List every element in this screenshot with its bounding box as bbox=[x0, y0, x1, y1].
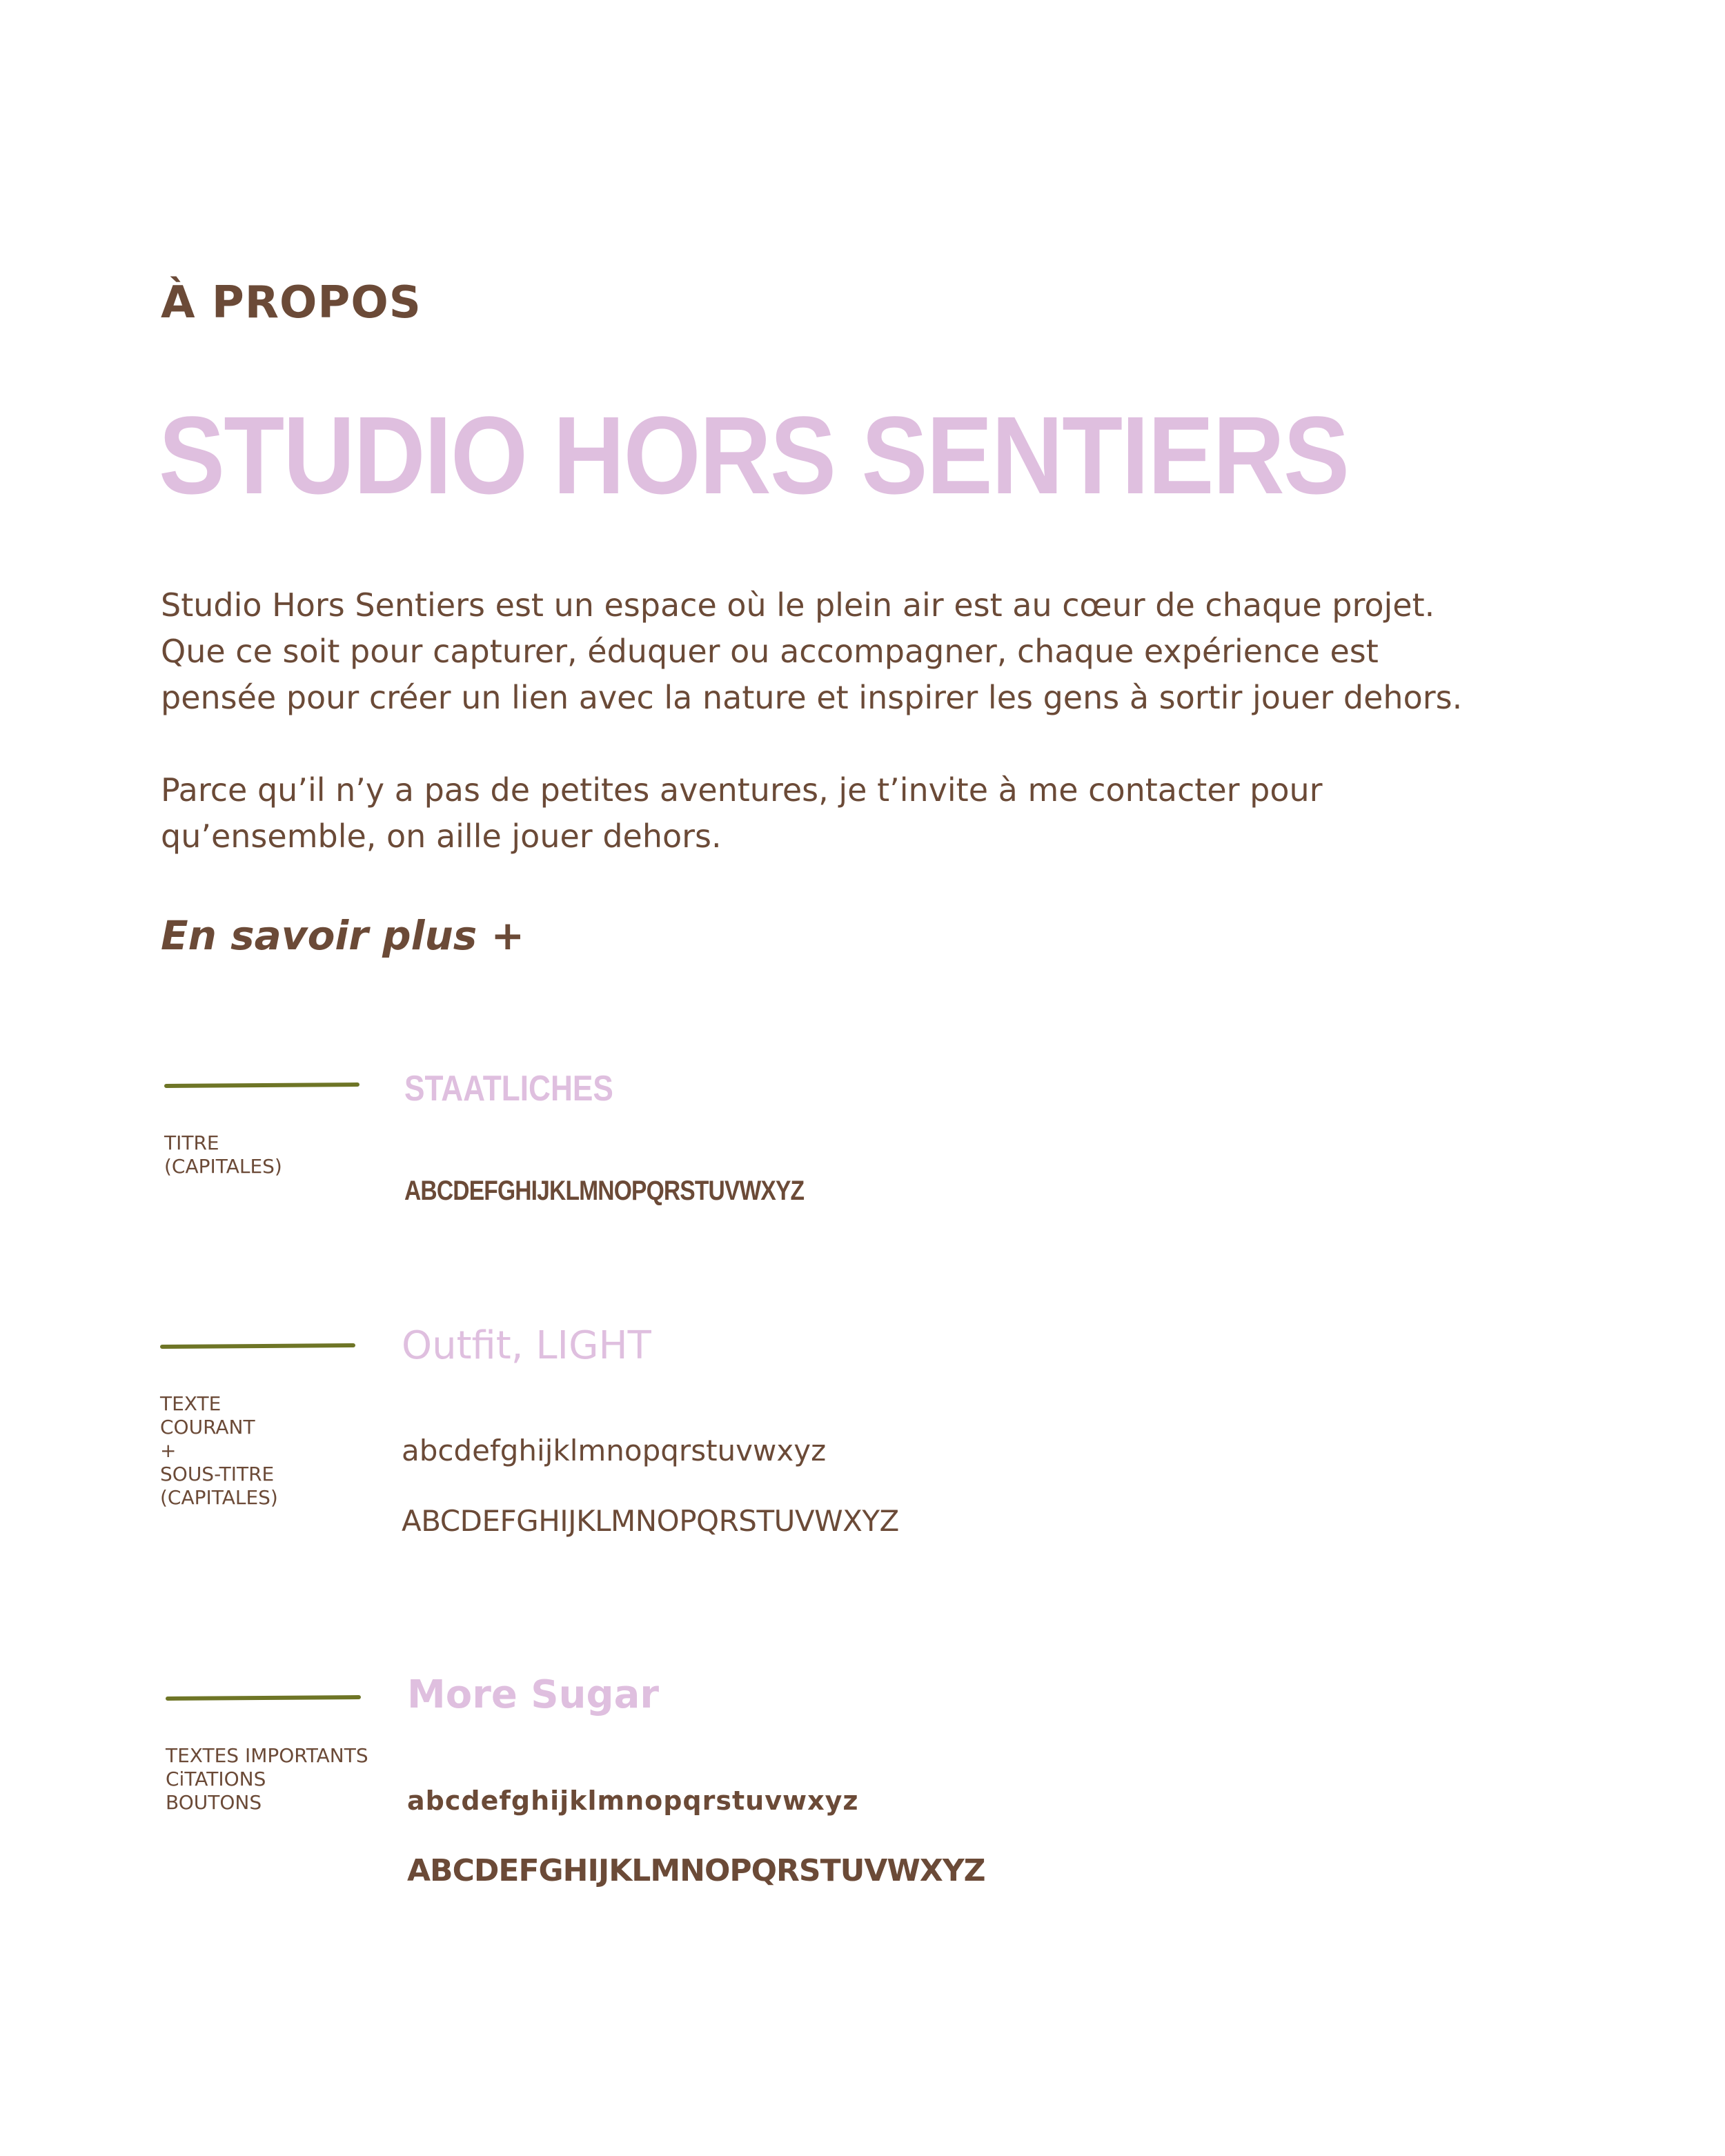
font-name: More Sugar bbox=[407, 1672, 659, 1717]
font-name: STAATLICHES bbox=[404, 1069, 613, 1109]
font-sample-uppercase: ABCDEFGHIJKLMNOPQRSTUVWXYZ bbox=[404, 1176, 805, 1206]
section-eyebrow: À PROPOS bbox=[161, 277, 422, 328]
font-name: Outfit, LIGHT bbox=[402, 1323, 651, 1368]
font-usage-label: TITRE (CAPITALES) bbox=[164, 1131, 282, 1178]
font-sample-lowercase: abcdefghijklmnopqrstuvwxyz bbox=[407, 1786, 859, 1816]
intro-line: Que ce soit pour capturer, éduquer ou accompagner, chaque expérience est bbox=[161, 633, 1379, 670]
intro-line: pensée pour créer un lien avec la nature et inspirer les gens à sortir jouer dehors. bbox=[161, 679, 1463, 716]
divider-line bbox=[164, 1082, 359, 1088]
intro-paragraph bbox=[161, 582, 1568, 721]
divider-line bbox=[160, 1343, 355, 1349]
contact-paragraph bbox=[161, 767, 1568, 860]
page-title: STUDIO HORS SENTIERS bbox=[159, 393, 1349, 517]
font-usage-label: TEXTES IMPORTANTS CiTATIONS BOUTONS bbox=[166, 1744, 368, 1814]
learn-more-link[interactable]: En savoir plus + bbox=[161, 912, 525, 959]
font-sample-uppercase: ABCDEFGHIJKLMNOPQRSTUVWXYZ bbox=[407, 1853, 985, 1888]
divider-line bbox=[166, 1695, 361, 1701]
contact-line: Parce qu’il n’y a pas de petites aventures, je t’invite à me contacter pour bbox=[161, 771, 1323, 809]
contact-line: qu’ensemble, on aille jouer dehors. bbox=[161, 818, 722, 855]
intro-line: Studio Hors Sentiers est un espace où le plein air est au cœur de chaque projet. bbox=[161, 586, 1435, 624]
font-usage-label: TEXTE COURANT + SOUS-TITRE (CAPITALES) bbox=[160, 1392, 278, 1509]
font-sample-uppercase: ABCDEFGHIJKLMNOPQRSTUVWXYZ bbox=[402, 1504, 899, 1538]
font-sample-lowercase: abcdefghijklmnopqrstuvwxyz bbox=[402, 1434, 827, 1467]
